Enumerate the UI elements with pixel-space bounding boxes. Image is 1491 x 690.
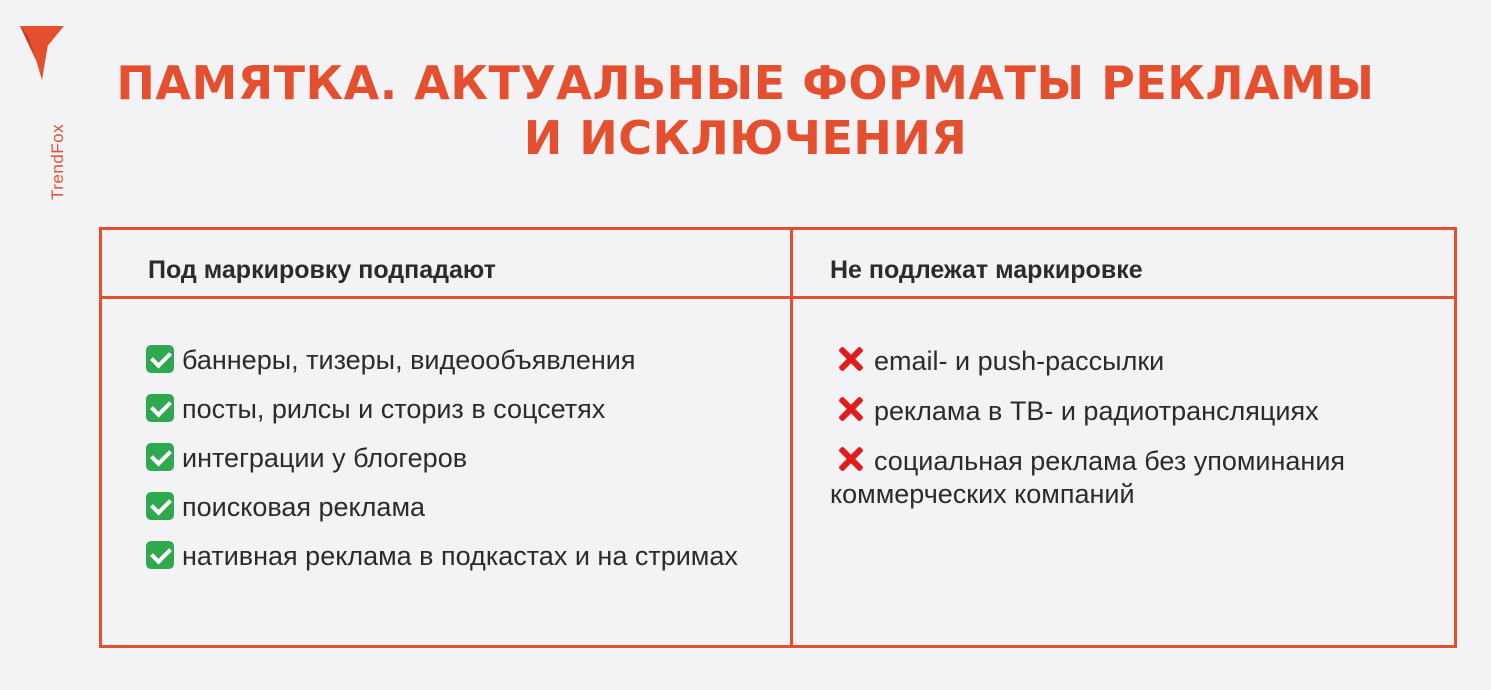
check-icon bbox=[146, 394, 174, 422]
list-item: реклама в ТВ- и радиотрансляциях bbox=[830, 394, 1430, 428]
cross-icon bbox=[836, 394, 866, 424]
list-item: социальная реклама без упоминания коммерческих компаний bbox=[830, 446, 1346, 509]
right-list bbox=[830, 344, 1430, 527]
list-item: нативная реклама в подкастах и на стримах bbox=[146, 540, 766, 573]
check-icon bbox=[146, 492, 174, 520]
comparison-table bbox=[99, 227, 1457, 648]
header-divider bbox=[102, 296, 1454, 299]
check-icon bbox=[146, 541, 174, 569]
title-line-2: И ИСКЛЮЧЕНИЯ bbox=[523, 111, 968, 165]
list-item: email- и push-рассылки bbox=[830, 344, 1430, 378]
cross-icon bbox=[836, 344, 866, 374]
left-column-header: Под маркировку подпадают bbox=[148, 256, 496, 284]
right-column-header: Не подлежат маркировке bbox=[830, 256, 1143, 284]
list-item: баннеры, тизеры, видеообъявления bbox=[146, 344, 766, 377]
cross-icon bbox=[836, 444, 866, 474]
title-line-1: ПАМЯТКА. АКТУАЛЬНЫЕ ФОРМАТЫ РЕКЛАМЫ bbox=[116, 56, 1375, 110]
page-title bbox=[0, 56, 1491, 166]
column-divider bbox=[790, 230, 793, 645]
list-item: интеграции у блогеров bbox=[146, 442, 766, 475]
list-item: поисковая реклама bbox=[146, 491, 766, 524]
left-list bbox=[146, 344, 766, 589]
logo-text: TrendFox bbox=[48, 123, 67, 200]
check-icon bbox=[146, 443, 174, 471]
check-icon bbox=[146, 345, 174, 373]
list-item: посты, рилсы и сториз в соцсетях bbox=[146, 393, 766, 426]
